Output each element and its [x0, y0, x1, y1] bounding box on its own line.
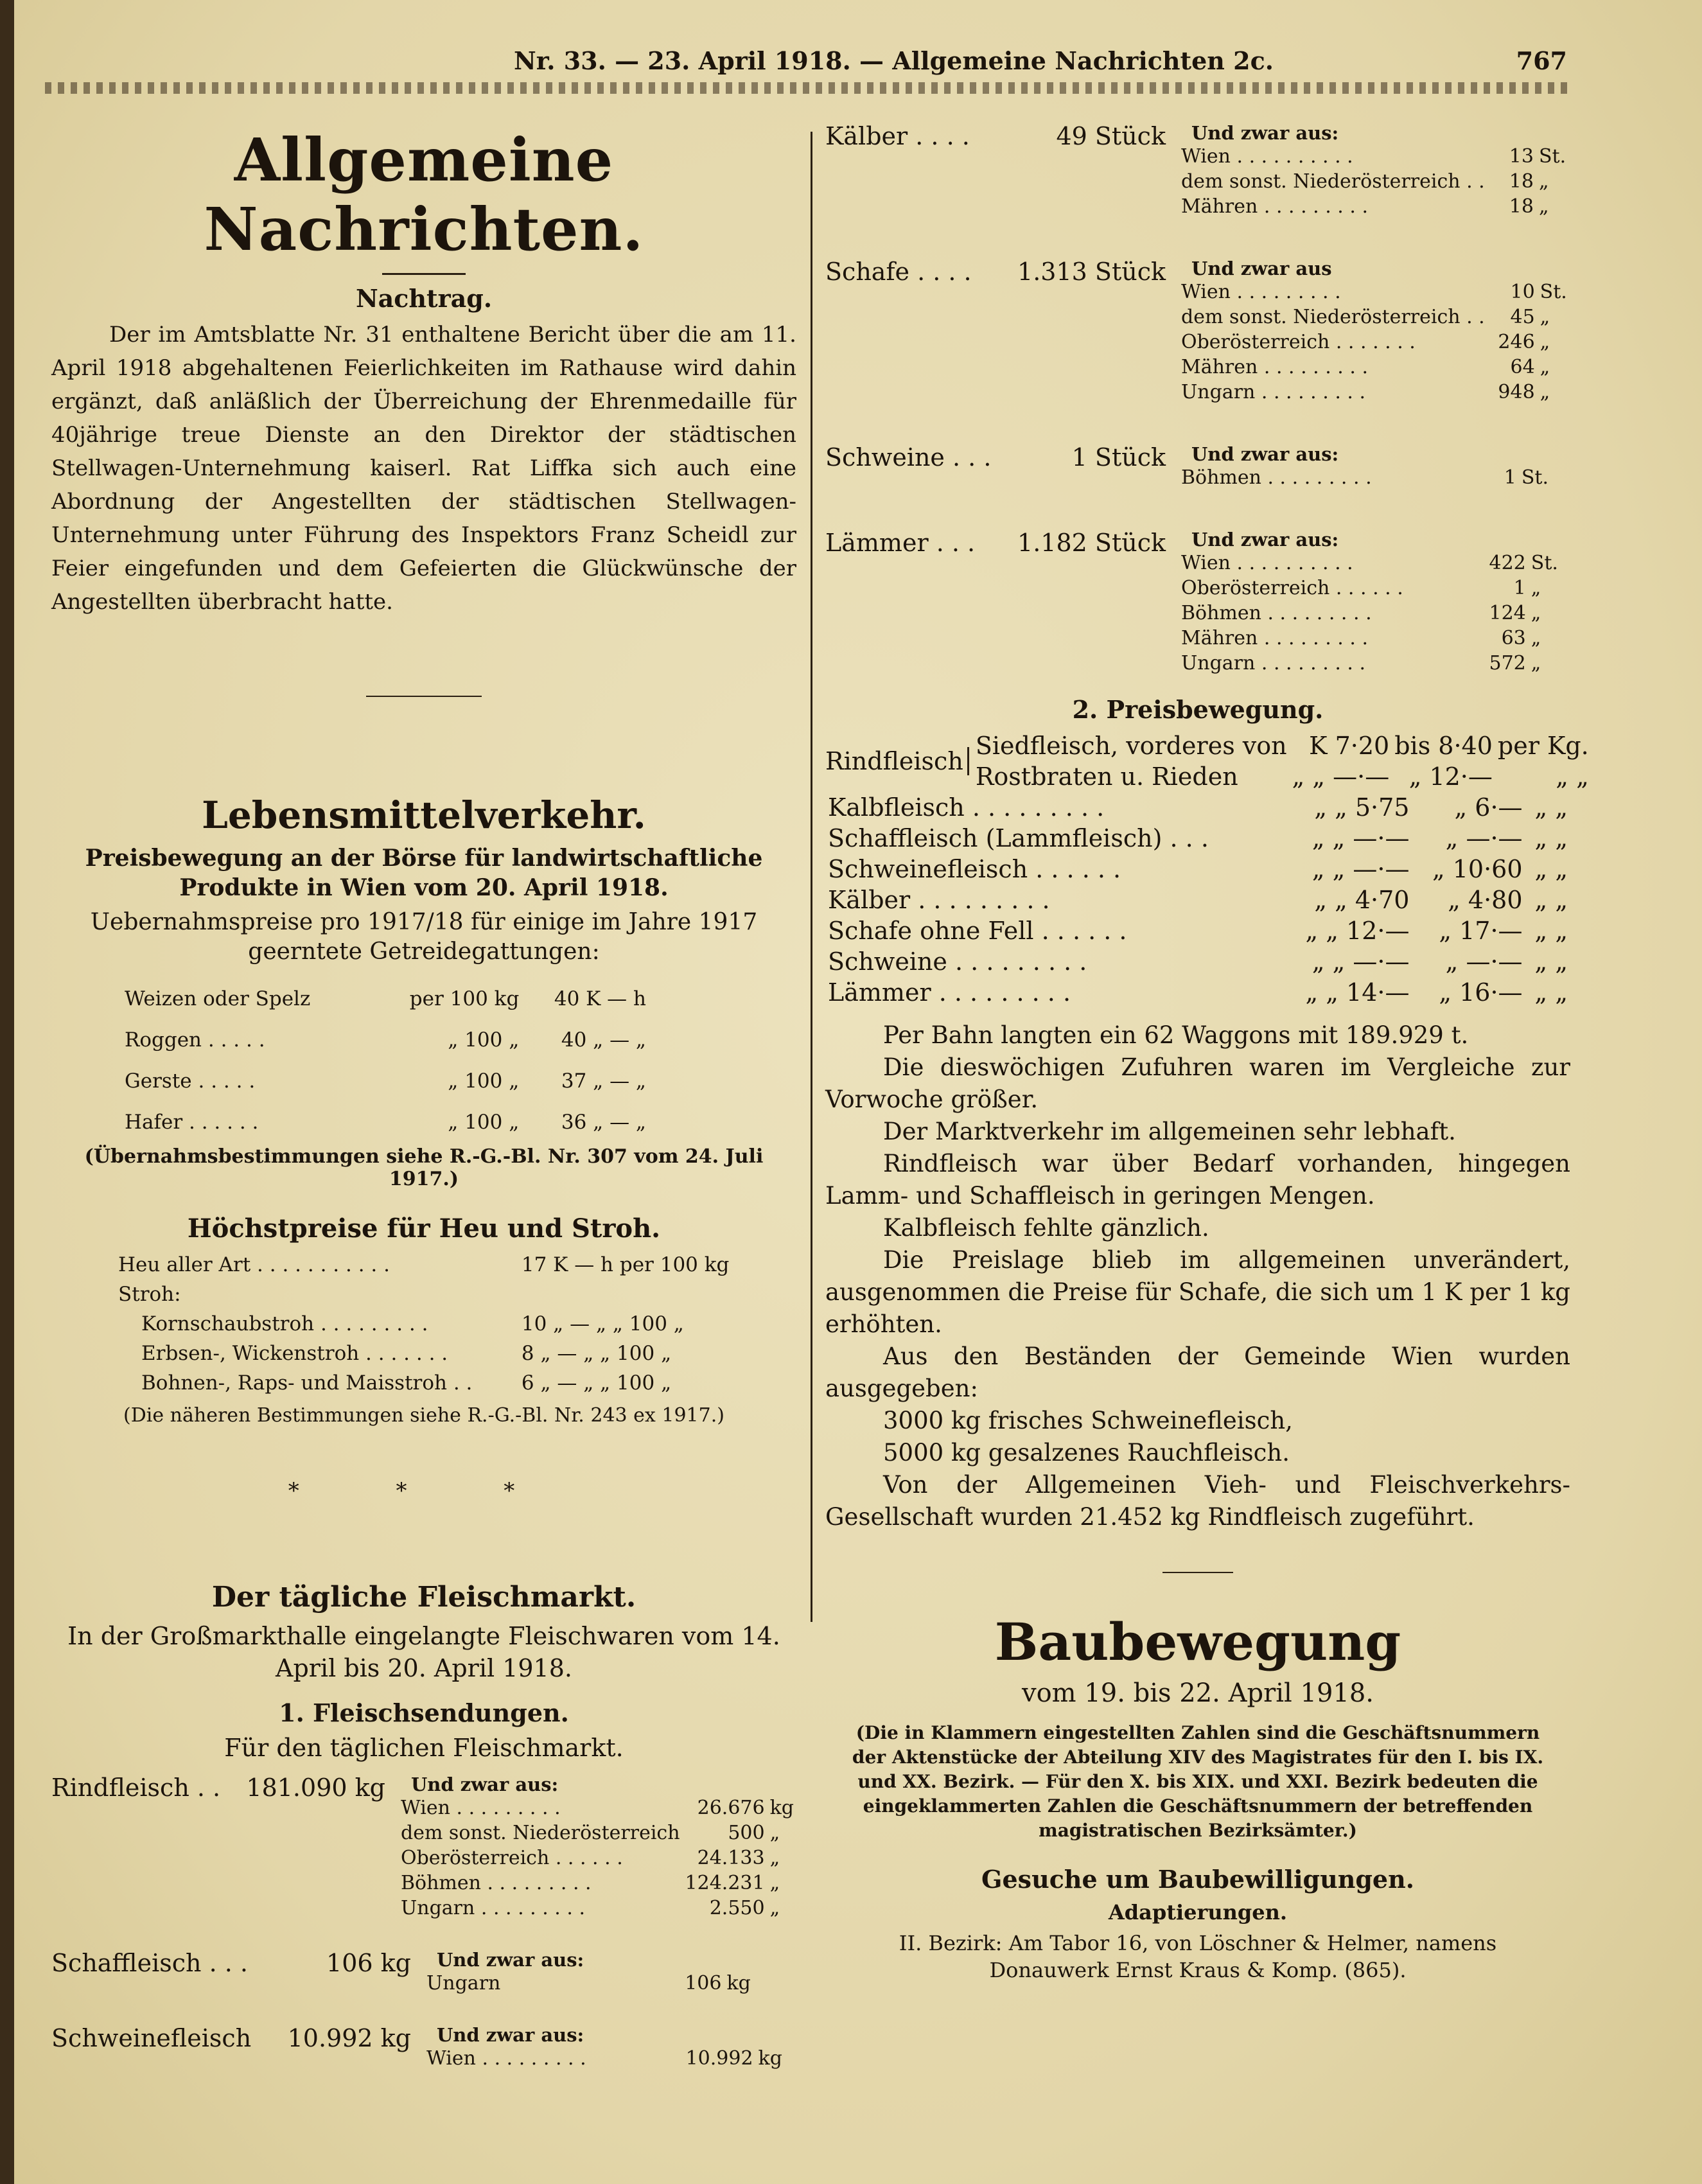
animal-0-label: Kälber . . . .	[825, 122, 970, 150]
price-unit: „ „	[1534, 824, 1568, 852]
header-title: Nr. 33. — 23. April 1918. — Allgemeine Nachrichten 2c.	[514, 46, 1274, 75]
animal-3-value: 1	[1513, 577, 1526, 599]
rindfleisch-summary	[51, 1774, 398, 1921]
animal-2-origins	[1179, 443, 1570, 490]
header-rule	[45, 82, 1574, 94]
meat-shipments	[51, 1774, 796, 2071]
animal-1-value: 64	[1510, 356, 1535, 378]
rindfleisch-unit: „	[769, 1822, 780, 1844]
price-row	[825, 792, 1570, 823]
schaffleisch-origin: Ungarn	[426, 1972, 501, 1995]
animal-1-origin: dem sonst. Niederösterreich . .	[1181, 306, 1485, 328]
hay-price	[519, 1280, 758, 1309]
section-rule	[366, 696, 482, 697]
left-column	[51, 103, 796, 2071]
animal-0-summary	[825, 122, 1179, 219]
price-row	[973, 730, 1592, 761]
rindfleisch-value: 26.676	[697, 1797, 765, 1819]
price-row	[825, 946, 1570, 977]
preis-paragraph: Per Bahn langten ein 62 Waggons mit 189.929 t.	[883, 1021, 1469, 1049]
grain-row	[122, 1019, 649, 1061]
livestock-shipments	[825, 122, 1570, 676]
price-to: „ 10·60	[1432, 855, 1523, 883]
rindfleisch-value: 124.231	[685, 1872, 765, 1894]
rindfleisch-origin: dem sonst. Niederösterreich	[400, 1822, 680, 1844]
rindfleisch-und-label: Und zwar aus:	[410, 1774, 559, 1795]
rindfleisch-value: 2.550	[709, 1897, 765, 1919]
rindfleisch-label: Rindfleisch . .	[51, 1774, 221, 1802]
grain-name: Gerste . . . . .	[125, 1070, 256, 1093]
price-unit: „ „	[1534, 978, 1568, 1007]
animal-1-origin: Mähren . . . . . . . . .	[1181, 356, 1368, 378]
animal-3-origin-row	[1179, 576, 1570, 601]
rind-price-table	[973, 730, 1592, 792]
hay-price: 8 „ — „ „ 100 „	[521, 1342, 672, 1365]
price-from: „ „ —·—	[1312, 855, 1410, 883]
price-to: „ 4·80	[1448, 886, 1523, 914]
grain-price: 37 „ — „	[561, 1070, 646, 1093]
masthead-rule	[382, 273, 466, 275]
price-from: K 7·20	[1309, 732, 1390, 760]
price-from: „ „ —·—	[1292, 762, 1390, 791]
animal-3-origin: Mähren . . . . . . . . .	[1181, 627, 1368, 649]
page-edge	[0, 0, 14, 2184]
hay-price: 17 K — h per 100 kg	[521, 1253, 730, 1276]
animal-1-unit: „	[1540, 381, 1550, 403]
animal-2-origin-table	[1179, 465, 1570, 490]
rind-price-label: Rindfleisch	[825, 747, 969, 775]
grain-price: 40 „ — „	[561, 1028, 646, 1052]
nachtrag-text	[51, 318, 796, 619]
preis-paragraph: Der Marktverkehr im allgemeinen sehr lebhaft.	[883, 1118, 1456, 1145]
price-unit: „ „	[1556, 762, 1589, 791]
animal-2-summary	[825, 443, 1179, 490]
preis-paragraph: Die Preislage blieb im allgemeinen unverändert, ausgenommen die Preise für Schafe, die sich um 1 K per 1 kg erhöhten.	[825, 1246, 1570, 1338]
animal-3-value: 63	[1501, 627, 1526, 649]
rindfleisch-origin-row	[398, 1795, 796, 1820]
schweinefleisch-block	[51, 2024, 796, 2071]
schweinefleisch-origin-table	[424, 2046, 796, 2071]
animal-0-block	[825, 122, 1570, 219]
animal-3-origin: Oberösterreich . . . . . .	[1181, 577, 1403, 599]
preis-text	[825, 1019, 1570, 1533]
animal-3-value: 422	[1489, 552, 1526, 574]
bau-note: (Die in Klammern eingestellten Zahlen sind die Geschäftsnummern der Aktenstücke der Abteilung XIV des Magistrates für den I. bis IX. und XX. Bezirk. — Für den X. bis XIX. und XXI. Bezirk bedeuten die eingeklammerten Zahlen die Geschäftsnummern der betreffenden magistratischen Bezirksämter.)	[852, 1722, 1544, 1841]
animal-3-origins	[1179, 529, 1570, 676]
price-to: „ 17·—	[1439, 917, 1523, 945]
rindfleisch-origin-row	[398, 1896, 796, 1921]
hay-name: Erbsen-, Wickenstroh . . . . . . .	[141, 1342, 448, 1365]
grain-row	[122, 978, 649, 1019]
nachtrag-paragraph: Der im Amtsblatte Nr. 31 enthaltene Bericht über die am 11. April 1918 abgehaltenen Feierlichkeiten im Rathause wird dahin ergänzt, daß anläßlich der Überreichung der Ehrenmedaille für 40jährige treue Dienste an den Direktor der städtischen Stellwagen-Unternehmung kaiserl. Rat Liffka sich auch eine Abordnung der Angestellten der städtischen Stellwagen-Unternehmung unter Führung des Inspektors Franz Scheidl zur Feier eingefunden und dem Gefeierten die Glückwünsche der Angestellten überbracht hatte.	[51, 322, 796, 615]
animal-2-unit: St.	[1521, 466, 1549, 489]
price-unit: „ „	[1534, 886, 1568, 914]
schweinefleisch-origin-row	[424, 2046, 796, 2071]
rindfleisch-total: 181.090 kg	[246, 1774, 385, 1802]
preis-paragraph: Rindfleisch war über Bedarf vorhanden, hingegen Lamm- und Schaffleisch in geringen Mengen.	[825, 1150, 1570, 1210]
grain-row	[122, 1061, 649, 1102]
animal-0-origin: Mähren . . . . . . . . .	[1181, 195, 1368, 218]
price-name: Kalbfleisch . . . . . . . . .	[828, 793, 1105, 822]
grain-quantity: per 100 kg	[409, 987, 520, 1010]
grain-name: Roggen . . . . .	[125, 1028, 265, 1052]
animal-0-value: 18	[1509, 170, 1534, 193]
price-name: Kälber . . . . . . . . .	[828, 886, 1050, 914]
hay-row	[116, 1339, 758, 1368]
grain-name: Weizen oder Spelz	[125, 987, 311, 1010]
schaffleisch-total: 106 kg	[326, 1949, 411, 1977]
price-from: „ „ —·—	[1312, 824, 1410, 852]
schweinefleisch-origins	[424, 2024, 796, 2071]
preis-paragraph: Die dieswöchigen Zufuhren waren im Vergleiche zur Vorwoche größer.	[825, 1053, 1570, 1113]
gesuche-heading: Gesuche um Baubewilligungen.	[981, 1865, 1414, 1894]
hay-heading: Höchstpreise für Heu und Stroh.	[187, 1213, 661, 1244]
schaffleisch-label: Schaffleisch . . .	[51, 1949, 248, 1977]
price-to: „ —·—	[1445, 824, 1523, 852]
price-from: „ „ —·—	[1312, 947, 1410, 976]
hay-name: Stroh:	[118, 1283, 181, 1306]
page-header	[51, 40, 1567, 85]
price-unit: „ „	[1534, 855, 1568, 883]
animal-3-unit: „	[1531, 602, 1541, 624]
rindfleisch-origin-row	[398, 1871, 796, 1896]
page-number: 767	[1516, 46, 1567, 75]
animal-3-label: Lämmer . . .	[825, 529, 976, 557]
animal-0-unit: St.	[1538, 145, 1566, 168]
animal-2-label: Schweine . . .	[825, 443, 992, 471]
animal-0-origin: dem sonst. Niederösterreich . .	[1181, 170, 1485, 193]
price-from: „ „ 12·—	[1305, 917, 1410, 945]
price-name: Schafe ohne Fell . . . . . .	[828, 917, 1127, 945]
schweinefleisch-origin: Wien . . . . . . . . .	[426, 2047, 586, 2070]
price-name: Lämmer . . . . . . . . .	[828, 978, 1071, 1007]
animal-0-origins	[1179, 122, 1570, 219]
grain-note: (Übernahmsbestimmungen siehe R.-G.-Bl. Nr. 307 vom 24. Juli 1917.)	[84, 1145, 764, 1190]
hay-table	[116, 1250, 758, 1398]
price-to: „ 12·—	[1408, 762, 1493, 791]
animal-0-und-label: Und zwar aus:	[1191, 122, 1339, 144]
rindfleisch-origin-row	[398, 1845, 796, 1871]
nachtrag-heading: Nachtrag.	[355, 284, 493, 313]
animal-3-origin-row	[1179, 601, 1570, 626]
animal-1-origin-row	[1179, 355, 1570, 380]
price-to: „ —·—	[1445, 947, 1523, 976]
animal-0-origin: Wien . . . . . . . . . .	[1181, 145, 1353, 168]
price-from: „ „ 4·70	[1314, 886, 1410, 914]
adapt-heading: Adaptierungen.	[1108, 1900, 1288, 1924]
price-to: „ 6·—	[1454, 793, 1523, 822]
animal-3-unit: St.	[1531, 552, 1558, 574]
animal-1-value: 10	[1510, 281, 1535, 303]
column-divider	[811, 132, 812, 1622]
fleischsendungen-sub: Für den täglichen Fleischmarkt.	[224, 1734, 624, 1762]
rindfleisch-value: 500	[728, 1822, 765, 1844]
price-name: Schweinefleisch . . . . . .	[828, 855, 1121, 883]
schaffleisch-unit: kg	[726, 1972, 751, 1995]
schweinefleisch-unit: kg	[758, 2047, 782, 2070]
rindfleisch-origin: Böhmen . . . . . . . . .	[400, 1872, 592, 1894]
bau-rule	[1162, 1572, 1233, 1573]
hay-note: (Die näheren Bestimmungen siehe R.-G.-Bl. Nr. 243 ex 1917.)	[123, 1404, 724, 1427]
rind-price-block	[825, 730, 1589, 792]
lebensmittel-sub2: Uebernahmspreise pro 1917/18 für einige im Jahre 1917 geerntete Getreidegattungen:	[90, 909, 758, 965]
animal-0-origin-row	[1179, 169, 1570, 194]
animal-2-und-label: Und zwar aus:	[1191, 443, 1339, 465]
price-unit: per Kg.	[1497, 732, 1589, 760]
grain-name: Hafer . . . . . .	[125, 1111, 259, 1134]
price-name: Schweine . . . . . . . . .	[828, 947, 1087, 976]
bau-heading: Baubewegung	[994, 1612, 1401, 1672]
animal-1-unit: „	[1540, 306, 1550, 328]
animal-2-value: 1	[1504, 466, 1516, 489]
price-name: Rostbraten u. Rieden	[975, 762, 1238, 791]
animal-1-value: 246	[1498, 331, 1535, 353]
preis-paragraph: Von der Allgemeinen Vieh- und Fleischverkehrs-Gesellschaft wurden 21.452 kg Rindfleisch zugeführt.	[825, 1471, 1570, 1531]
price-row	[825, 915, 1570, 946]
bau-sub: vom 19. bis 22. April 1918.	[1021, 1678, 1374, 1708]
lebensmittel-sub1: Preisbewegung an der Börse für landwirtschaftliche Produkte in Wien vom 20. April 1918.	[85, 845, 763, 901]
animal-3-origin: Böhmen . . . . . . . . .	[1181, 602, 1372, 624]
rindfleisch-origin: Oberösterreich . . . . . .	[400, 1847, 623, 1869]
animal-0-unit: „	[1538, 195, 1549, 218]
rindfleisch-unit: „	[769, 1897, 780, 1919]
animal-1-origin-row	[1179, 279, 1570, 304]
rindfleisch-origin: Wien . . . . . . . . .	[400, 1797, 561, 1819]
fleischmarkt-heading: Der tägliche Fleischmarkt.	[211, 1581, 636, 1614]
price-row	[825, 977, 1570, 1008]
animal-1-unit: „	[1540, 356, 1550, 378]
schweinefleisch-summary	[51, 2024, 424, 2071]
rindfleisch-unit: „	[769, 1847, 780, 1869]
animal-0-origin-table	[1179, 144, 1570, 219]
animal-0-origin-row	[1179, 194, 1570, 219]
price-to: „ 16·—	[1439, 978, 1523, 1007]
animal-1-label: Schafe . . . .	[825, 258, 972, 286]
hay-name: Bohnen-, Raps- und Maisstroh . .	[141, 1371, 473, 1395]
animal-3-unit: „	[1531, 652, 1541, 674]
animal-3-origin: Wien . . . . . . . . . .	[1181, 552, 1353, 574]
price-from: „ „ 5·75	[1314, 793, 1410, 822]
bau-entry: II. Bezirk: Am Tabor 16, von Löschner & Helmer, namens Donauwerk Ernst Kraus & Komp. (865).	[899, 1931, 1497, 1982]
animal-2-origin-row	[1179, 465, 1570, 490]
preis-paragraph: 3000 kg frisches Schweinefleisch,	[883, 1407, 1293, 1434]
animal-1-block	[825, 258, 1570, 405]
animal-1-value: 948	[1498, 381, 1535, 403]
animal-2-total: 1 Stück	[1071, 443, 1166, 471]
animal-1-origin-row	[1179, 330, 1570, 355]
price-unit: „ „	[1534, 917, 1568, 945]
grain-table	[122, 978, 649, 1143]
animal-1-origin-row	[1179, 304, 1570, 330]
hay-price: 10 „ — „ „ 100 „	[521, 1312, 684, 1335]
price-row	[825, 854, 1570, 885]
animal-3-block	[825, 529, 1570, 676]
schweinefleisch-value: 10.992	[685, 2047, 753, 2070]
hay-row	[116, 1309, 758, 1339]
price-to: bis 8·40	[1394, 732, 1493, 760]
price-row	[973, 761, 1592, 792]
rindfleisch-origin-table	[398, 1795, 796, 1921]
price-row	[825, 885, 1570, 915]
animal-1-origin-row	[1179, 380, 1570, 405]
animal-3-total: 1.182 Stück	[1017, 529, 1166, 557]
schweinefleisch-und-label: Und zwar aus:	[437, 2024, 584, 2046]
animal-3-summary	[825, 529, 1179, 676]
rindfleisch-value: 24.133	[697, 1847, 765, 1869]
grain-quantity: „ 100 „	[448, 1028, 520, 1052]
animal-1-und-label: Und zwar aus	[1191, 258, 1332, 279]
animal-3-origin-row	[1179, 550, 1570, 576]
animal-0-value: 18	[1509, 195, 1534, 218]
right-column	[825, 122, 1589, 1984]
masthead: Allgemeine Nachrichten.	[204, 125, 644, 264]
animal-3-origin-row	[1179, 651, 1570, 676]
hay-name: Kornschaubstroh . . . . . . . . .	[141, 1312, 428, 1335]
schaffleisch-und-label: Und zwar aus:	[437, 1949, 584, 1971]
grain-quantity: „ 100 „	[448, 1070, 520, 1093]
price-table	[825, 792, 1570, 1008]
schaffleisch-block	[51, 1949, 796, 1996]
hay-row	[116, 1250, 758, 1280]
schweinefleisch-label: Schweinefleisch	[51, 2024, 252, 2052]
animal-1-origins	[1179, 258, 1570, 405]
rindfleisch-unit: „	[769, 1872, 780, 1894]
grain-price: 40 K — h	[554, 987, 646, 1010]
animal-1-origin: Ungarn . . . . . . . . .	[1181, 381, 1366, 403]
rindfleisch-block	[51, 1774, 796, 1921]
price-from: „ „ 14·—	[1305, 978, 1410, 1007]
animal-3-origin-row	[1179, 626, 1570, 651]
animal-1-origin-table	[1179, 279, 1570, 405]
animal-0-value: 13	[1509, 145, 1534, 168]
rindfleisch-origin: Ungarn . . . . . . . . .	[400, 1897, 585, 1919]
preis-paragraph: Aus den Beständen der Gemeinde Wien wurden ausgegeben:	[825, 1343, 1570, 1402]
animal-3-und-label: Und zwar aus:	[1191, 529, 1339, 550]
animal-3-unit: „	[1531, 577, 1541, 599]
separator-stars: * * *	[288, 1478, 560, 1504]
animal-0-unit: „	[1538, 170, 1549, 193]
animal-1-unit: St.	[1540, 281, 1567, 303]
animal-1-origin: Oberösterreich . . . . . . .	[1181, 331, 1416, 353]
animal-3-unit: „	[1531, 627, 1541, 649]
schaffleisch-origins	[424, 1949, 796, 1996]
price-name: Siedfleisch, vorderes von	[975, 732, 1287, 760]
schweinefleisch-total: 10.992 kg	[287, 2024, 411, 2052]
animal-0-total: 49 Stück	[1056, 122, 1166, 150]
fleischmarkt-sub: In der Großmarkthalle eingelangte Fleischwaren vom 14. April bis 20. April 1918.	[67, 1622, 780, 1682]
schaffleisch-value: 106	[685, 1972, 722, 1995]
preis-paragraph: 5000 kg gesalzenes Rauchfleisch.	[883, 1439, 1290, 1466]
price-unit: „ „	[1534, 947, 1568, 976]
hay-row	[116, 1368, 758, 1398]
rindfleisch-origin-row	[398, 1820, 796, 1845]
animal-3-origin-table	[1179, 550, 1570, 676]
grain-price: 36 „ — „	[561, 1111, 646, 1134]
fleischsendungen-heading: 1. Fleischsendungen.	[279, 1698, 569, 1727]
schaffleisch-summary	[51, 1949, 424, 1996]
hay-row	[116, 1280, 758, 1309]
schaffleisch-origin-row	[424, 1971, 796, 1996]
animal-1-value: 45	[1510, 306, 1535, 328]
grain-quantity: „ 100 „	[448, 1111, 520, 1134]
preis-heading: 2. Preisbewegung.	[1072, 695, 1324, 724]
animal-3-origin: Ungarn . . . . . . . . .	[1181, 652, 1366, 674]
rindfleisch-origins	[398, 1774, 796, 1921]
hay-price: 6 „ — „ „ 100 „	[521, 1371, 672, 1395]
animal-2-block	[825, 443, 1570, 490]
rindfleisch-unit: kg	[769, 1797, 794, 1819]
schaffleisch-origin-table	[424, 1971, 796, 1996]
hay-name: Heu aller Art . . . . . . . . . . .	[118, 1253, 390, 1276]
price-name: Schaffleisch (Lammfleisch) . . .	[828, 824, 1209, 852]
animal-3-value: 572	[1489, 652, 1526, 674]
animal-1-unit: „	[1540, 331, 1550, 353]
lebensmittel-heading: Lebensmittelverkehr.	[202, 793, 646, 837]
animal-1-summary	[825, 258, 1179, 405]
price-unit: „ „	[1534, 793, 1568, 822]
animal-1-origin: Wien . . . . . . . . .	[1181, 281, 1341, 303]
animal-2-origin: Böhmen . . . . . . . . .	[1181, 466, 1372, 489]
animal-1-total: 1.313 Stück	[1017, 258, 1166, 286]
preis-paragraph: Kalbfleisch fehlte gänzlich.	[883, 1214, 1209, 1242]
animal-3-value: 124	[1489, 602, 1526, 624]
animal-0-origin-row	[1179, 144, 1570, 169]
grain-row	[122, 1102, 649, 1143]
price-row	[825, 823, 1570, 854]
